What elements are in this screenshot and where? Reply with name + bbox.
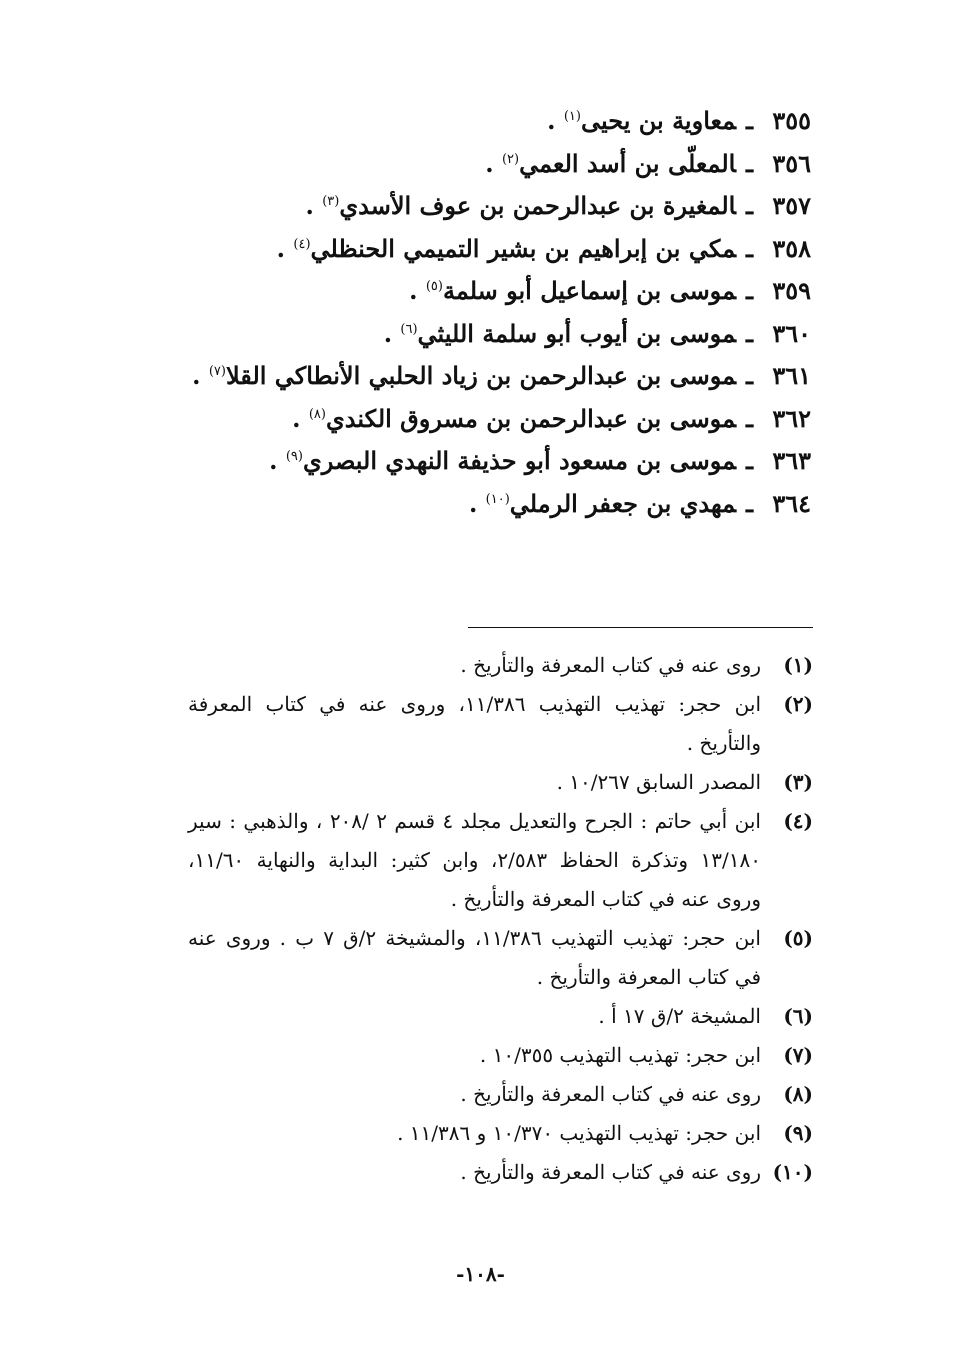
- entry-period: .: [305, 191, 314, 220]
- footnote-ref: (١): [563, 109, 581, 124]
- entry-period: .: [547, 106, 556, 135]
- entry-separator: ـ: [745, 446, 753, 475]
- list-item: [191, 394, 811, 437]
- footnote-text: ابن حجر: تهذيب التهذيب ١١/٣٨٦، وروى عنه في كتاب المعرفة والتأريخ .: [188, 692, 762, 755]
- list-item: [191, 139, 811, 182]
- list-item: [191, 309, 811, 352]
- footnote: [188, 1114, 813, 1153]
- list-item: [191, 436, 811, 479]
- entry-number: ٣٦٢: [772, 403, 811, 433]
- entry-name: مكي بن إبراهيم بن بشير التميمي الحنظلي: [310, 233, 736, 263]
- list-item: [191, 266, 811, 309]
- entry-number: ٣٥٩: [772, 276, 811, 305]
- narrator-list: [191, 96, 811, 521]
- footnote-number: (٣): [783, 770, 813, 794]
- footnote-text: ابن حجر: تهذيب التهذيب ١٠/٣٥٥ .: [479, 1043, 761, 1067]
- list-item: [191, 96, 811, 139]
- footnote-text: المصدر السابق ١٠/٢٦٧ .: [556, 770, 761, 794]
- footnote-ref: (٢): [501, 151, 520, 167]
- entry-period: .: [409, 276, 418, 305]
- footnote-text: روى عنه في كتاب المعرفة والتأريخ .: [460, 653, 761, 677]
- footnote-ref: (٤): [293, 236, 311, 252]
- entry-number: ٣٥٧: [772, 191, 811, 220]
- footnote: [188, 646, 813, 685]
- entry-period: .: [192, 361, 201, 390]
- entry-name: موسى بن عبدالرحمن بن زياد الحلبي الأنطاكي القلا: [225, 361, 736, 390]
- footnote-ref: (٨): [308, 406, 326, 422]
- footnote-number: (٦): [783, 1004, 813, 1028]
- footnote: [188, 997, 813, 1036]
- footnote-number: (٩): [783, 1121, 813, 1145]
- entry-separator: ـ: [745, 148, 753, 178]
- entry-separator: ـ: [745, 488, 753, 518]
- list-item: [191, 181, 811, 224]
- entry-separator: ـ: [745, 233, 753, 263]
- footnote-text: روى عنه في كتاب المعرفة والتأريخ .: [460, 1082, 761, 1106]
- footnote-number: (٥): [783, 926, 813, 950]
- footnote-text: روى عنه في كتاب المعرفة والتأريخ .: [460, 1160, 761, 1184]
- entry-name: موسى بن مسعود أبو حذيفة النهدي البصري: [302, 446, 736, 475]
- entry-number: ٣٥٦: [772, 148, 811, 178]
- entry-period: .: [383, 318, 393, 348]
- entry-separator: ـ: [745, 403, 753, 433]
- entry-period: .: [485, 148, 494, 178]
- list-item: [191, 351, 811, 394]
- entry-number: ٣٦١: [772, 361, 811, 390]
- entry-period: .: [276, 233, 286, 263]
- footnote: [188, 1036, 813, 1075]
- footnote-text: ابن حجر: تهذيب التهذيب ١١/٣٨٦، والمشيخة ٢/ق ٧ ب . وروى عنه في كتاب المعرفة والتأريخ .: [188, 926, 761, 989]
- entry-name: موسى بن أيوب أبو سلمة الليثي: [417, 318, 736, 348]
- footnote-number: (٨): [783, 1082, 813, 1106]
- footnote-ref: (١٠): [485, 491, 510, 507]
- footnote: [188, 919, 813, 997]
- entry-period: .: [468, 488, 478, 518]
- footnote: [188, 763, 813, 802]
- entry-separator: ـ: [745, 191, 753, 220]
- footnote: [188, 685, 813, 763]
- entry-number: ٣٥٨: [772, 233, 811, 263]
- footnote-number: (٢): [783, 692, 813, 716]
- entry-separator: ـ: [745, 361, 753, 390]
- footnote: [188, 1075, 813, 1114]
- entry-separator: ـ: [745, 276, 753, 305]
- entry-separator: ـ: [745, 318, 753, 348]
- footnote-number: (١٠): [772, 1160, 813, 1184]
- footnote-number: (٧): [783, 1043, 813, 1067]
- footnote-number: (٤): [783, 809, 813, 833]
- footnotes-list: [188, 646, 813, 1192]
- entry-period: .: [292, 403, 301, 433]
- footnote-ref: (٥): [425, 279, 443, 294]
- footnote-ref: (٧): [208, 364, 226, 379]
- footnote: [188, 802, 813, 919]
- entry-name: موسى بن إسماعيل أبو سلمة: [442, 276, 736, 305]
- footnote-number: (١): [783, 653, 813, 677]
- entry-period: .: [269, 446, 278, 475]
- entry-number: ٣٥٥: [772, 106, 811, 135]
- entry-name: المعلّى بن أسد العمي: [519, 148, 736, 178]
- footnote-ref: (٩): [285, 449, 303, 464]
- footnote: [188, 1153, 813, 1192]
- list-item: [191, 479, 811, 522]
- footnote-ref: (٦): [400, 321, 418, 337]
- page-number: -١٠٨-: [456, 1262, 505, 1286]
- entry-name: مهدي بن جعفر الرملي: [509, 488, 736, 518]
- footnote-text: ابن أبي حاتم : الجرح والتعديل مجلد ٤ قسم ٢ /٢٠٨ ، والذهبي : سير ١٣/١٨٠ وتذكرة الحفاظ ٢/٥٨٣، وابن كثير: البداية والنهاية ١١/٦٠، وروى عنه في كتاب المعرفة والتأريخ .: [188, 809, 761, 911]
- entry-name: المغيرة بن عبدالرحمن بن عوف الأسدي: [339, 191, 736, 220]
- footnote-ref: (٣): [322, 194, 340, 209]
- entry-number: ٣٦٠: [772, 318, 811, 348]
- footnote-text: ابن حجر: تهذيب التهذيب ١٠/٣٧٠ و ١١/٣٨٦ .: [397, 1121, 761, 1145]
- entry-number: ٣٦٣: [772, 446, 811, 475]
- list-item: [191, 224, 811, 267]
- entry-separator: ـ: [745, 106, 753, 135]
- footnote-text: المشيخة ٢/ق ١٧ أ .: [598, 1004, 761, 1028]
- entry-name: معاوية بن يحيى: [580, 106, 736, 135]
- entry-name: موسى بن عبدالرحمن بن مسروق الكندي: [325, 403, 736, 433]
- entry-number: ٣٦٤: [772, 488, 811, 518]
- footnote-divider: [468, 627, 813, 628]
